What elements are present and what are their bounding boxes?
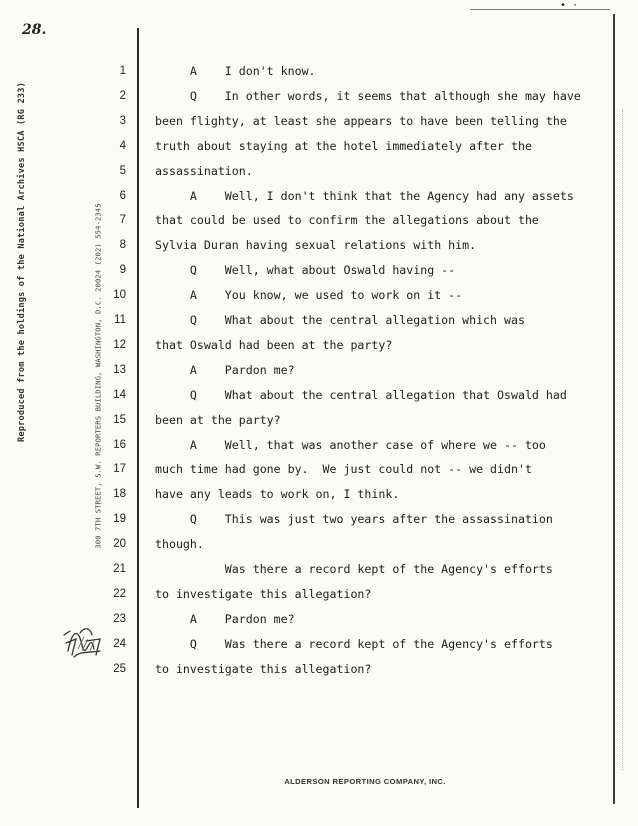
line-number: 17: [113, 463, 126, 476]
line-number: 22: [113, 587, 126, 600]
transcript-line: been flighty, at least she appears to have been telling the: [155, 113, 567, 128]
transcript-line: Q What about the central allegation that Oswald had: [155, 387, 567, 402]
right-margin-rule: [613, 14, 615, 804]
transcript-line: Was there a record kept of the Agency's efforts: [155, 562, 553, 576]
line-number: 13: [113, 363, 126, 376]
transcript-line: A Well, I don't think that the Agency had any assets: [155, 188, 574, 203]
transcript-line: to investigate this allegation?: [155, 586, 372, 601]
line-number: 1: [119, 65, 126, 77]
transcript-line: Q What about the central allegation which was: [155, 313, 525, 327]
transcript-line: to investigate this allegation?: [155, 661, 372, 676]
line-number: 25: [113, 662, 126, 675]
line-number: 10: [113, 289, 126, 302]
transcript-line: Q In other words, it seems that although she may have: [155, 88, 581, 103]
transcript-line: A Well, that was another case of where we -- too: [155, 437, 546, 452]
line-number: 18: [113, 488, 126, 501]
line-number: 19: [113, 513, 126, 526]
line-number: 8: [119, 239, 126, 252]
stamp-mark-icon: [60, 621, 106, 661]
line-number: 14: [113, 388, 126, 401]
left-margin-rule: [137, 28, 139, 808]
line-number: 16: [113, 438, 126, 451]
scan-speckle: [622, 110, 625, 770]
reporter-address-note: 300 7TH STREET, S.W. REPORTERS BUILDING, WASHINGTON, D.C. 20024 (202) 554-2345: [93, 203, 103, 549]
transcript-line: have any leads to work on, I think.: [155, 487, 400, 502]
transcript-line: Q This was just two years after the assassination: [155, 512, 553, 527]
transcript-line: assassination.: [155, 163, 253, 178]
transcript-line: Q Was there a record kept of the Agency's efforts: [155, 636, 553, 651]
transcript-line: A I don't know.: [155, 64, 316, 78]
transcript-line: truth about staying at the hotel immediately after the: [155, 138, 532, 153]
line-number: 24: [113, 637, 126, 650]
transcript-line: that Oswald had been at the party?: [155, 337, 393, 352]
line-number: 11: [114, 314, 126, 326]
line-number: 3: [119, 114, 126, 127]
line-number: 6: [119, 189, 126, 202]
line-number: 9: [119, 264, 126, 277]
transcript-line: been at the party?: [155, 412, 281, 427]
page-number: 28.: [22, 22, 47, 38]
transcript-line: though.: [155, 537, 204, 552]
top-edge-line: [470, 9, 610, 10]
transcript-line: Q Well, what about Oswald having --: [155, 263, 456, 278]
transcript-line: A Pardon me?: [155, 362, 295, 377]
transcript-line: Sylvia Duran having sexual relations with him.: [155, 238, 477, 253]
transcript-line: much time had gone by. We just could not -- we didn't: [155, 462, 532, 477]
line-number: 12: [113, 338, 126, 351]
archive-source-note: Reproduced from the holdings of the National Archives HSCA (RG 233): [17, 81, 27, 443]
scan-marks: • ·: [560, 0, 579, 11]
line-number: 5: [119, 164, 126, 177]
transcript-line: A Pardon me?: [155, 611, 295, 626]
line-number: 7: [119, 214, 126, 227]
line-number: 2: [119, 89, 126, 102]
line-number: 23: [113, 612, 126, 625]
line-number: 21: [113, 563, 126, 575]
reporter-footer: ALDERSON REPORTING COMPANY, INC.: [284, 777, 446, 786]
transcript-line: A You know, we used to work on it --: [155, 288, 463, 303]
line-number: 15: [113, 413, 126, 426]
line-number: 20: [113, 538, 126, 551]
line-number: 4: [119, 139, 126, 152]
transcript-line: that could be used to confirm the allegations about the: [155, 213, 539, 228]
